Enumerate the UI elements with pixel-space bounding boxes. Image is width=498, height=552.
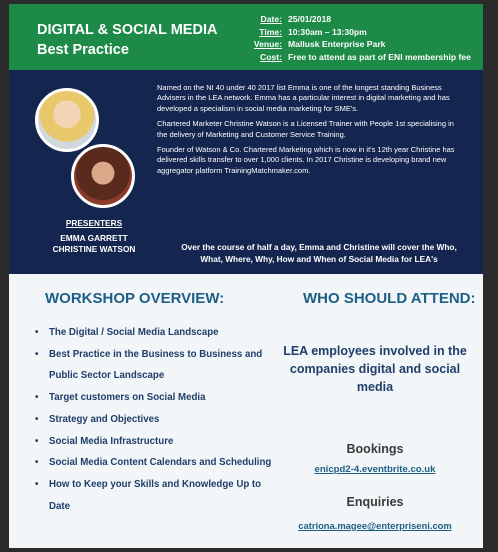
list-item: • Social Media Infrastructure: [33, 431, 283, 453]
list-item: • Strategy and Objectives: [33, 409, 283, 431]
list-item: • The Digital / Social Media Landscape: [33, 322, 283, 344]
detail-label: Cost:: [260, 51, 282, 62]
detail-value: Mallusk Enterprise Park: [288, 39, 386, 49]
detail-value: Free to attend as part of ENI membership fee: [288, 51, 471, 62]
presenters-caption: PRESENTERS: [65, 218, 123, 228]
bookings-link[interactable]: enicpd2-4.eventbrite.co.uk: [314, 464, 436, 475]
enquiries-heading: Enquiries: [346, 495, 404, 509]
presenter-name: CHRISTINE WATSON: [52, 244, 136, 254]
bio-paragraph: Founder of Watson & Co. Chartered Marketing which is now in it's 12th year Christine has delivered skills transfer to over 1,000 clients. In 2017 Christine is developing brand new aggregator platform TrainingMatchmaker.com.: [157, 145, 455, 175]
presenter-section: [9, 70, 483, 274]
detail-label: Venue:: [253, 39, 282, 49]
header-banner: [9, 4, 483, 70]
event-title-line2: Best Practice: [37, 42, 129, 58]
bookings-heading: Bookings: [346, 442, 404, 456]
presenter-photo-christine: [71, 144, 135, 208]
event-title: [37, 20, 217, 60]
attend-text: LEA employees involved in the companies digital and social media: [283, 344, 467, 394]
presenter-bio: [157, 83, 457, 181]
cover-statement: Over the course of half a day, Emma and Christine will cover the Who, What, Where, Why, How and When of Social Media for LEA's: [181, 242, 457, 264]
detail-venue: [224, 38, 471, 51]
bio-paragraph: Chartered Marketer Christine Watson is a Licensed Trainer with People 1st specialising in the delivery of Marketing and Customer Service Training.: [157, 119, 454, 139]
presenter-name: EMMA GARRETT: [60, 232, 128, 243]
event-details: [224, 13, 471, 63]
list-item: • Social Media Content Calendars and Scheduling: [33, 452, 283, 474]
overview-heading: WORKSHOP OVERVIEW:: [45, 290, 225, 307]
event-flyer: [9, 4, 483, 548]
detail-label: Time:: [259, 26, 282, 37]
event-title-line1: DIGITAL & SOCIAL MEDIA: [37, 22, 218, 38]
detail-time: [224, 26, 471, 39]
list-item: • Target customers on Social Media: [33, 387, 283, 409]
detail-label: Date:: [260, 14, 282, 24]
bio-paragraph: Named on the NI 40 under 40 2017 list Emma is one of the longest standing Business Advisers in the LEA network. Emma has a particular interest in digital marketing and has developed a specialism in social media marketing for SME's.: [157, 83, 450, 113]
detail-date: [224, 13, 471, 26]
detail-value: 10:30am – 13:30pm: [288, 26, 367, 37]
presenters-block: [29, 218, 159, 256]
enquiries-email-link[interactable]: catriona.magee@enterpriseni.com: [298, 520, 452, 531]
overview-list: [33, 322, 283, 517]
list-item: • How to Keep your Skills and Knowledge Up to Date: [33, 474, 283, 517]
detail-value: 25/01/2018: [288, 14, 332, 24]
detail-cost: [224, 51, 471, 64]
list-item: • Best Practice in the Business to Business and Public Sector Landscape: [33, 344, 283, 387]
attend-heading: WHO SHOULD ATTEND:: [303, 290, 476, 307]
presenter-photo-emma: [35, 88, 99, 152]
